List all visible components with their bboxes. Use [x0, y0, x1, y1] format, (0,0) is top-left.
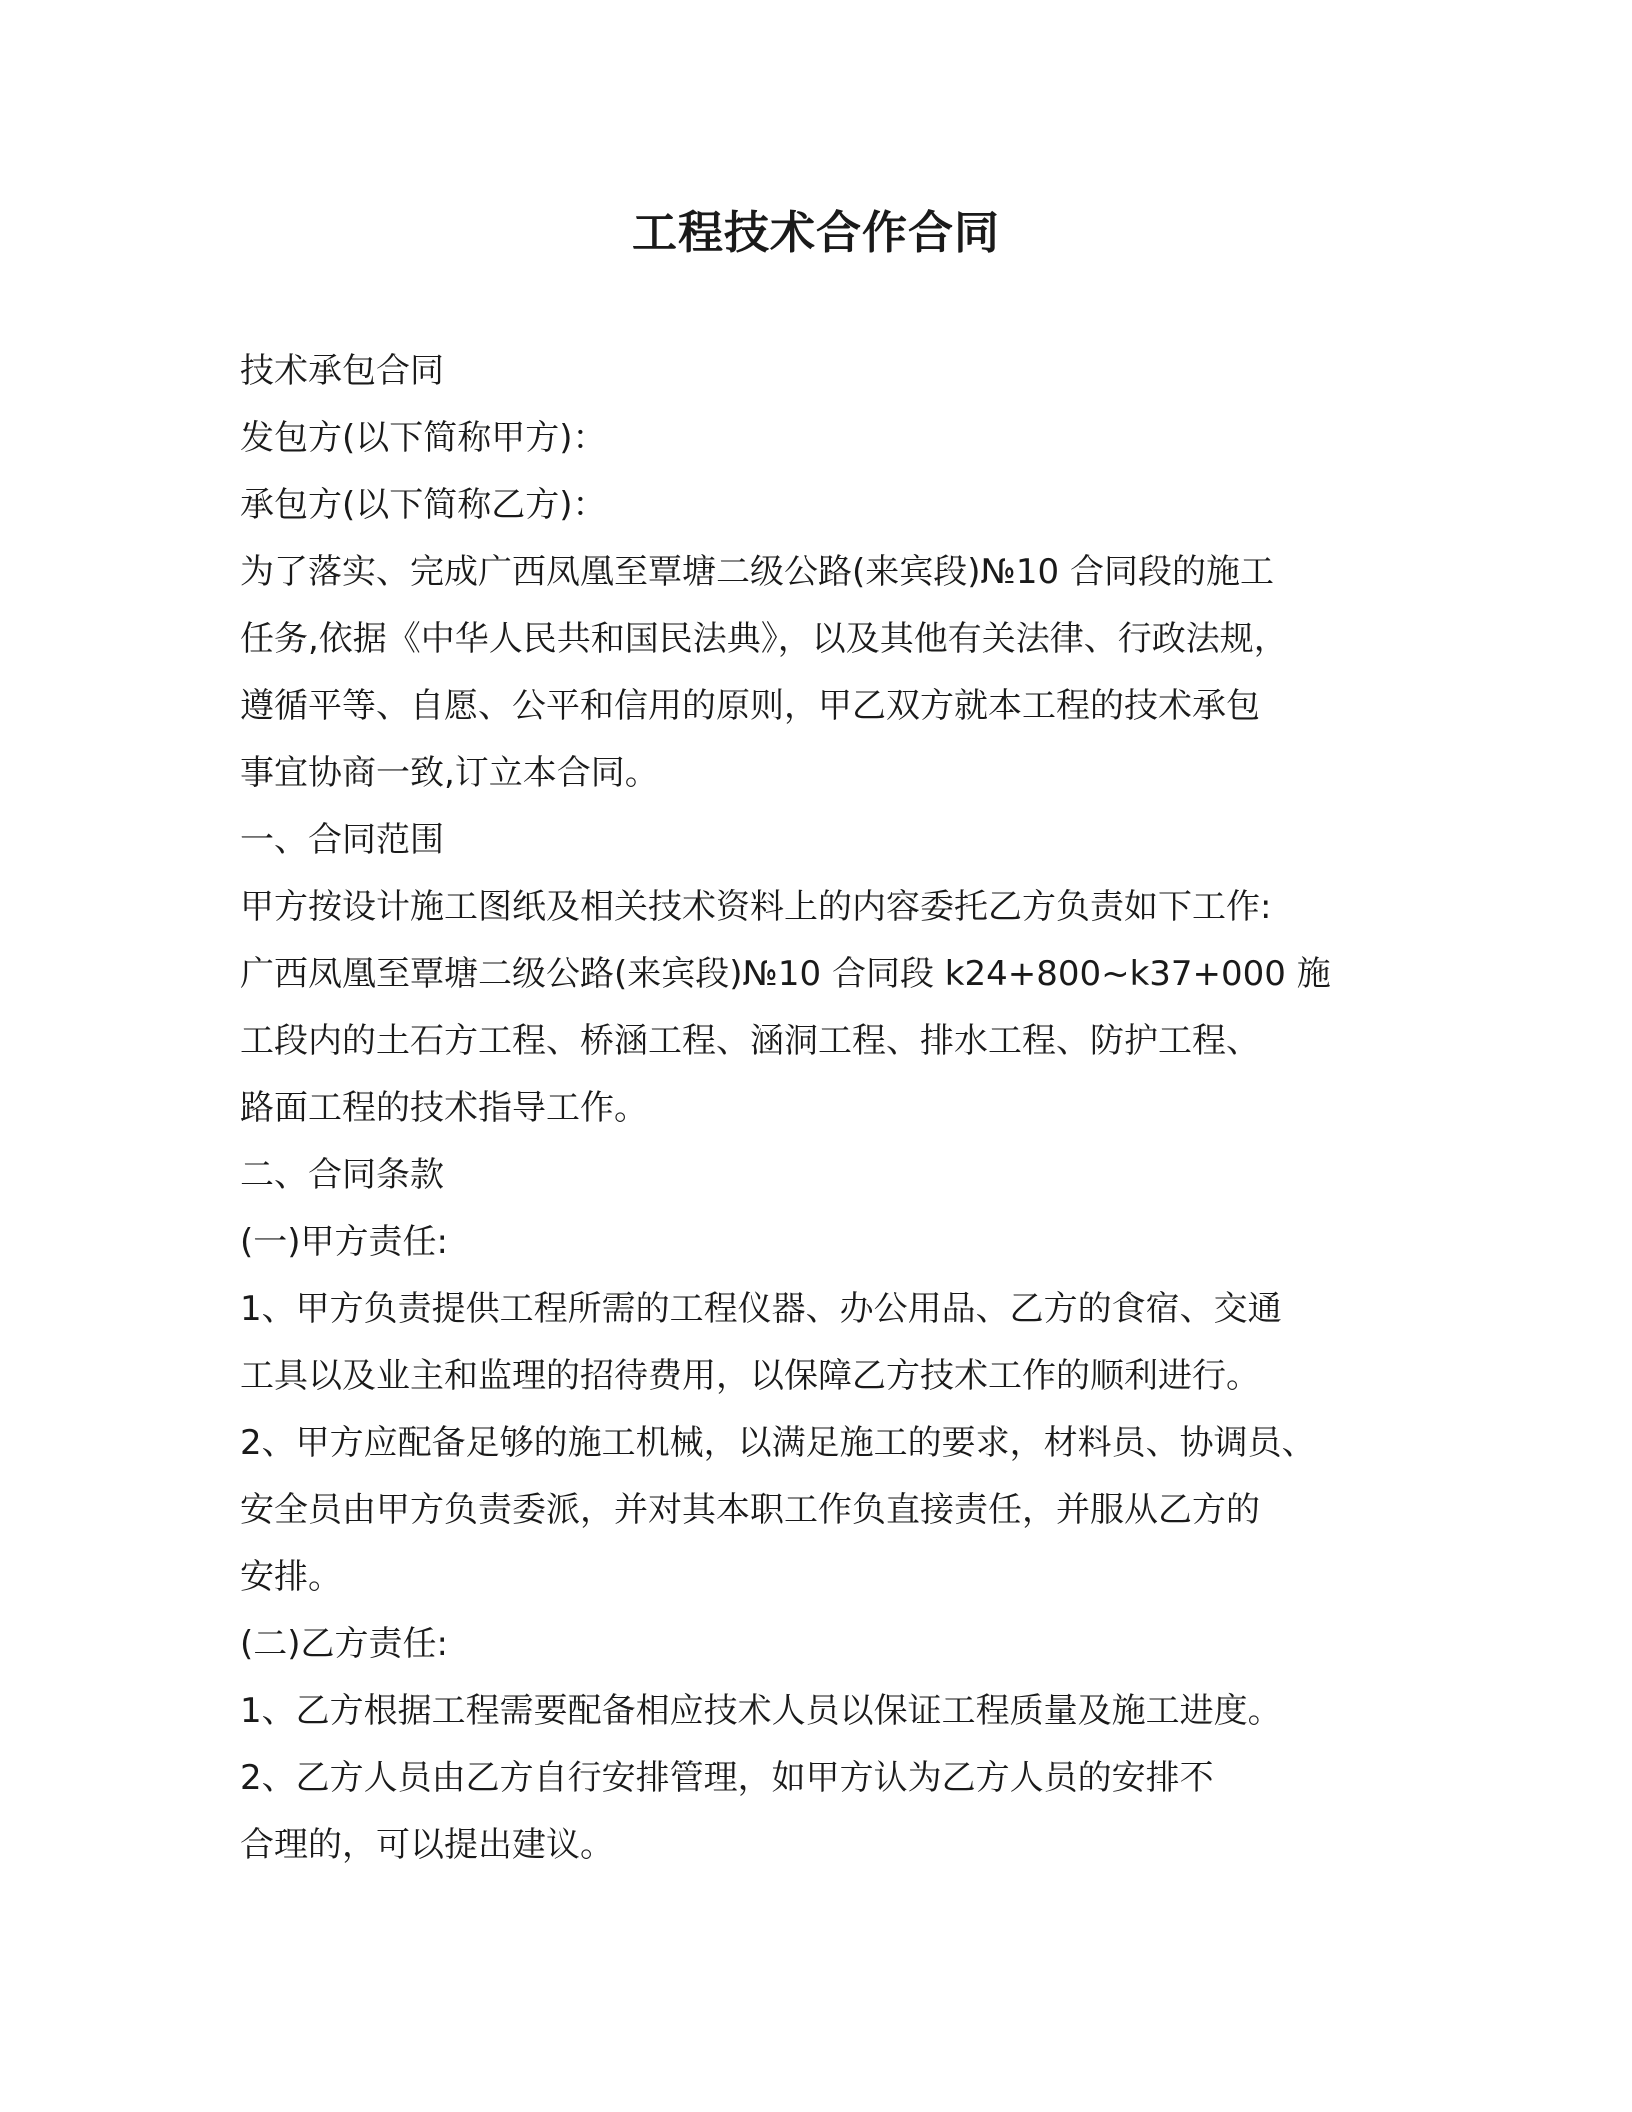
document-title: 工程技术合作合同 [631, 206, 1000, 259]
preamble-line: 遵循平等、自愿、公平和信用的原则，甲乙双方就本工程的技术承包 [240, 686, 1260, 726]
clause-line: 2、乙方人员由乙方自行安排管理，如甲方认为乙方人员的安排不 [240, 1758, 1214, 1798]
scope-line: 广西凤凰至覃塘二级公路(来宾段)№10 合同段 k24+800~k37+000 施 [240, 954, 1331, 994]
clause-line: 工具以及业主和监理的招待费用，以保障乙方技术工作的顺利进行。 [240, 1356, 1260, 1396]
preamble-line: 任务,依据《中华人民共和国民法典》，以及其他有关法律、行政法规， [240, 619, 1288, 659]
preamble-line: 为了落实、完成广西凤凰至覃塘二级公路(来宾段)№10 合同段的施工 [240, 552, 1274, 592]
clause-line: 安全员由甲方负责委派，并对其本职工作负直接责任，并服从乙方的 [240, 1490, 1260, 1530]
subtitle-line: 技术承包合同 [240, 351, 444, 391]
clause-line: 合理的，可以提出建议。 [240, 1825, 614, 1865]
section-heading: 二、合同条款 [240, 1155, 444, 1195]
clause-line: 1、甲方负责提供工程所需的工程仪器、办公用品、乙方的食宿、交通 [240, 1289, 1282, 1329]
scope-line: 路面工程的技术指导工作。 [240, 1088, 648, 1128]
clause-line: 1、乙方根据工程需要配备相应技术人员以保证工程质量及施工进度。 [240, 1691, 1282, 1731]
subsection-heading: (一)甲方责任: [240, 1222, 448, 1262]
party-a-line: 发包方(以下简称甲方)： [240, 418, 607, 458]
clause-line: 安排。 [240, 1557, 342, 1597]
party-b-line: 承包方(以下简称乙方)： [240, 485, 607, 525]
section-heading: 一、合同范围 [240, 820, 444, 860]
subsection-heading: (二)乙方责任: [240, 1624, 448, 1664]
scope-line: 工段内的土石方工程、桥涵工程、涵洞工程、排水工程、防护工程、 [240, 1021, 1260, 1061]
document-body [240, 338, 1420, 1879]
clause-line: 2、甲方应配备足够的施工机械，以满足施工的要求，材料员、协调员、 [240, 1423, 1316, 1463]
scope-line: 甲方按设计施工图纸及相关技术资料上的内容委托乙方负责如下工作: [240, 887, 1272, 927]
preamble-line: 事宜协商一致,订立本合同。 [240, 753, 659, 793]
